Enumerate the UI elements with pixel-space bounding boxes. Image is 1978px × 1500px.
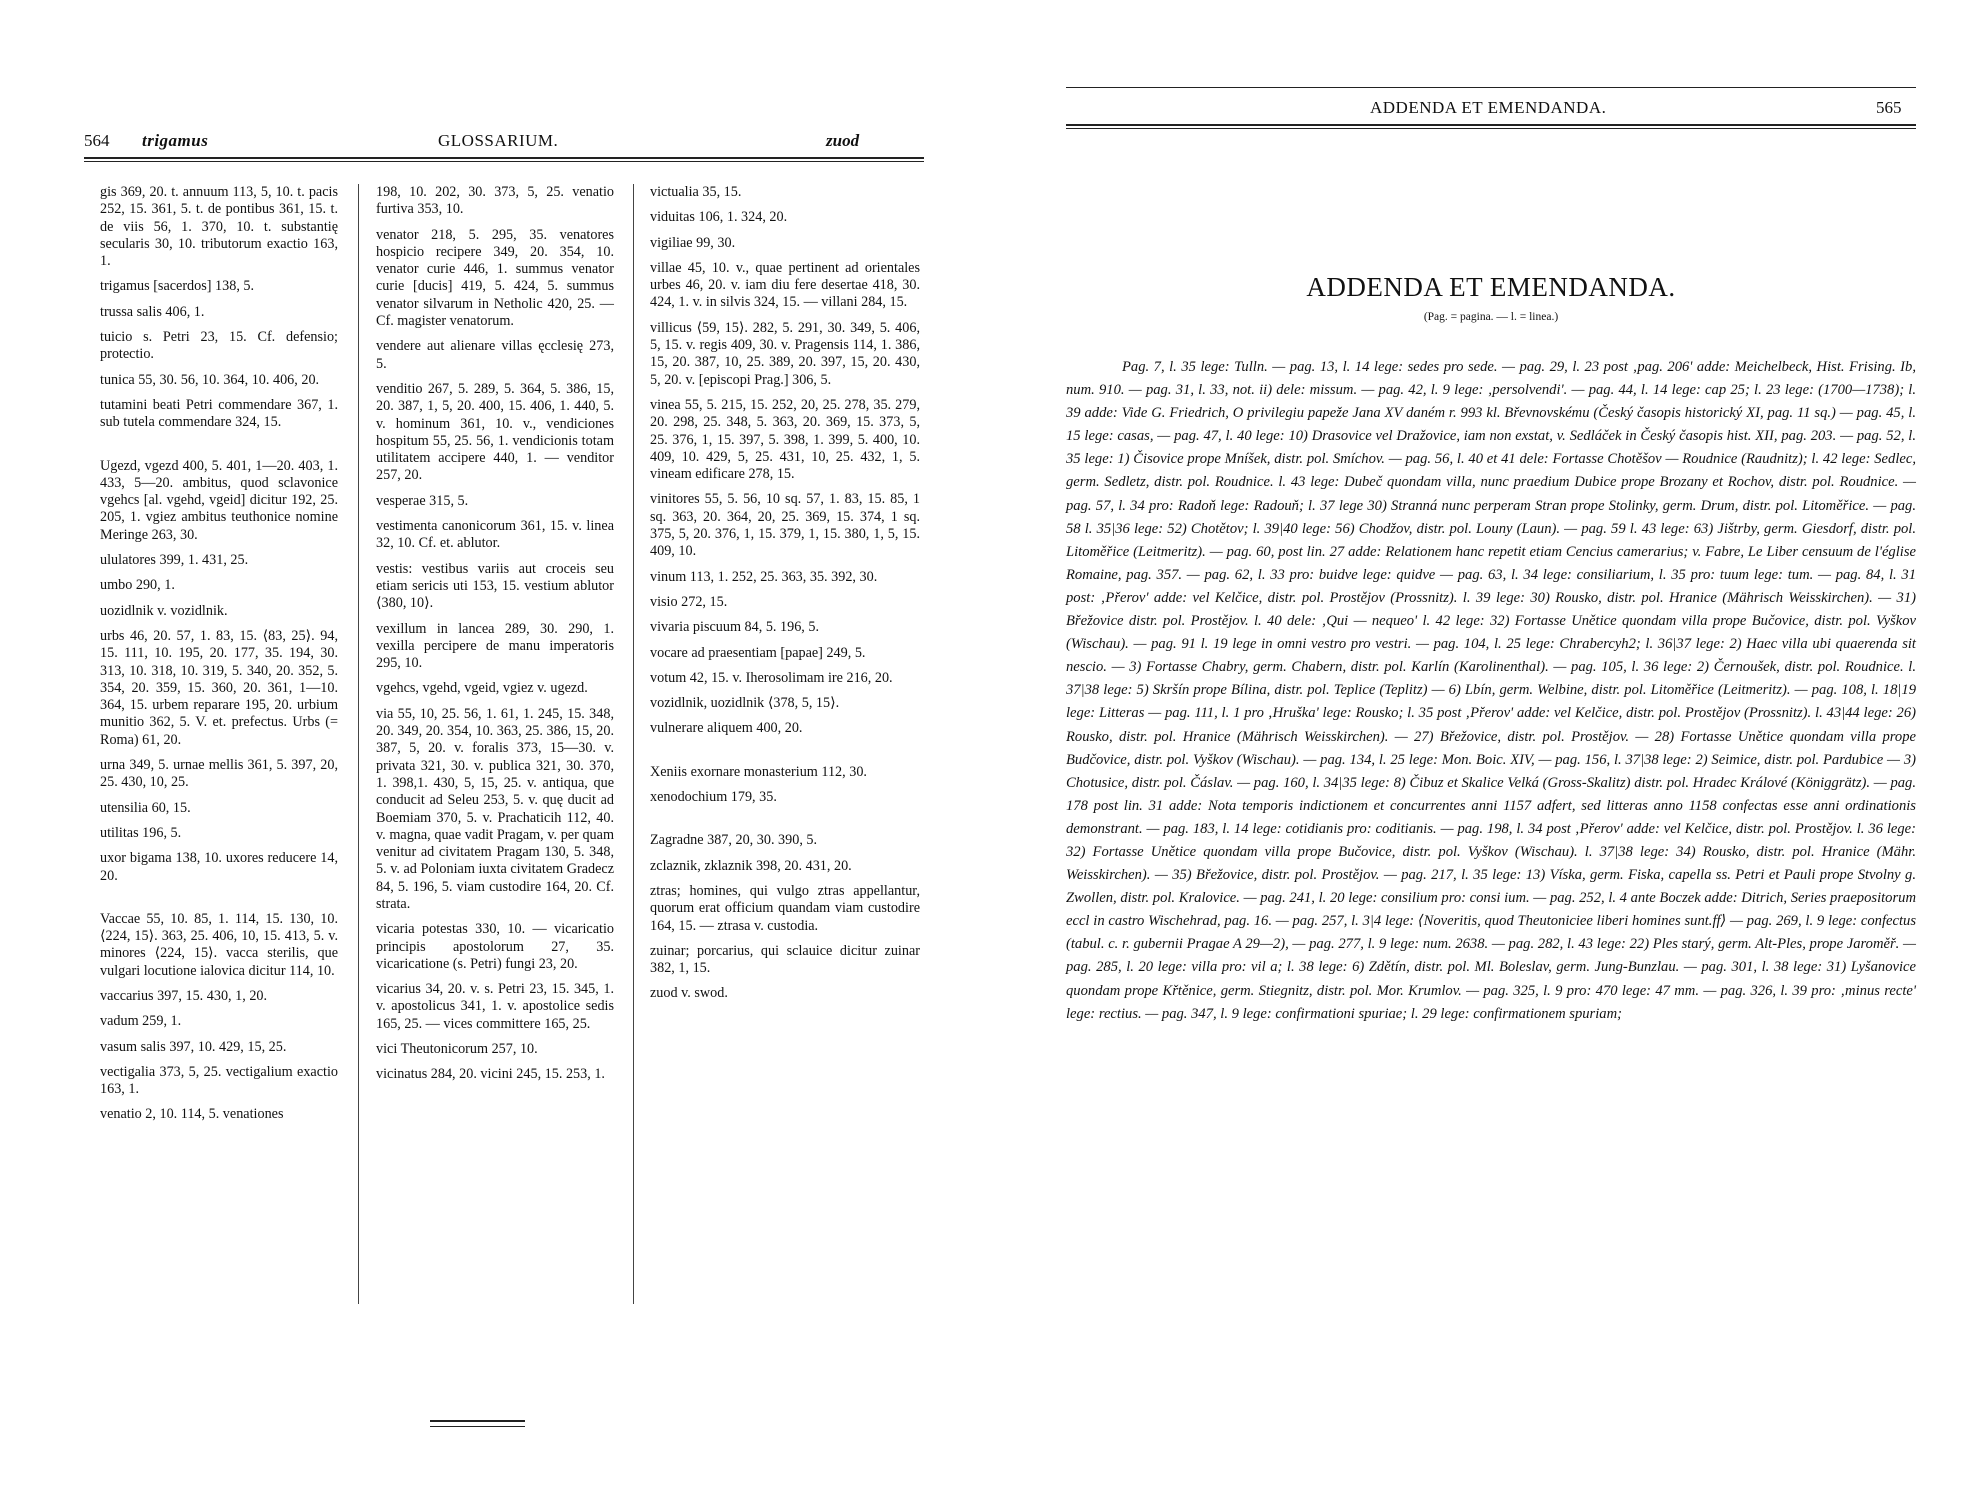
- glossary-entry: vicarius 34, 20. v. s. Petri 23, 15. 345, 1. v. apostolicus 341, 1. v. apostolice sedis 165, 25. — vices committere 165, 25.: [376, 981, 614, 1032]
- glossary-entry: umbo 290, 1.: [100, 577, 175, 594]
- glossary-entry: vgehcs, vgehd, vgeid, vgiez v. ugezd.: [376, 680, 588, 697]
- left-running-head-left: trigamus: [142, 131, 209, 150]
- glossary-entry: uxor bigama 138, 10. uxores reducere 14, 20.: [100, 850, 338, 884]
- glossary-column-1: [100, 184, 338, 1132]
- glossary-entry: vectigalia 373, 5, 25. vectigalium exactio 163, 1.: [100, 1063, 338, 1098]
- glossary-entry: zuod v. swod.: [650, 985, 728, 1002]
- glossary-entry: vici Theutonicorum 257, 10.: [376, 1041, 538, 1058]
- glossary-entry: vasum salis 397, 10. 429, 15, 25.: [100, 1038, 287, 1055]
- right-header-rule: [1066, 124, 1916, 126]
- glossary-entry: vicinatus 284, 20. vicini 245, 15. 253, 1.: [376, 1066, 605, 1083]
- glossary-entry: vigiliae 99, 30.: [650, 234, 736, 251]
- glossary-entry: utilitas 196, 5.: [100, 824, 182, 841]
- glossary-column-2: [376, 184, 614, 1092]
- glossary-entry: vesperae 315, 5.: [376, 492, 469, 509]
- glossary-entry: venditio 267, 5. 289, 5. 364, 5. 386, 15, 20. 387, 1, 5, 20. 400, 15. 406, 1. 440, 5. v. hominum 361, 10. v., vendiciones hospitum 55, 25. 56, 1. vendicionis totam utilitatem accipere 440, 1. — venditor 257, 20.: [376, 380, 614, 484]
- glossary-entry: vinitores 55, 5. 56, 10 sq. 57, 1. 83, 15. 85, 1 sq. 363, 20. 364, 20, 25. 369, 15. 374, 1 sq. 375, 5, 20. 376, 1, 15. 379, 1, 15. 380, 1, 5, 15. 409, 10.: [650, 491, 920, 560]
- left-page-number: 564: [84, 131, 110, 150]
- glossary-entry: Xeniis exornare monasterium 112, 30.: [650, 763, 867, 780]
- left-footer-ornament-rule: [430, 1420, 525, 1422]
- glossary-entry: victualia 35, 15.: [650, 184, 742, 200]
- glossary-entry: venatio 2, 10. 114, 5. venationes: [100, 1106, 284, 1123]
- right-running-title: ADDENDA ET EMENDANDA.: [1370, 98, 1607, 117]
- right-page: [1040, 0, 1978, 1500]
- glossary-entry: xenodochium 179, 35.: [650, 789, 777, 806]
- left-header-rule-thin: [84, 161, 924, 162]
- right-header-rule-thin: [1066, 128, 1916, 129]
- glossary-entry: tuicio s. Petri 23, 15. Cf. defensio; protectio.: [100, 329, 338, 363]
- glossary-entry: vendere aut alienare villas ęcclesię 273, 5.: [376, 338, 614, 372]
- glossary-entry: vinea 55, 5. 215, 15. 252, 20, 25. 278, 35. 279, 20. 298, 25. 348, 5. 363, 20. 369, 15. 373, 5, 25. 376, 1, 15. 397, 5. 398, 1. 399, 5. 400, 10. 409, 10. 429, 5, 25. 431, 10, 25. 432, 1, 5. vineam edificare 278, 15.: [650, 396, 920, 483]
- glossary-entry: gis 369, 20. t. annuum 113, 5, 10. t. pacis 252, 15. 361, 5. t. de pontibus 361, 15. t. de viis 56, 1. 370, 10. t. substantię secularis 30, 10. tributorum exactio 163, 1.: [100, 184, 338, 270]
- glossary-entry: uozidlnik v. vozidlnik.: [100, 602, 228, 619]
- glossary-entry: vadum 259, 1.: [100, 1013, 182, 1030]
- glossary-entry: visio 272, 15.: [650, 593, 728, 610]
- glossary-entry: vicaria potestas 330, 10. — vicaricatio principis apostolorum 27, 35. vicaricatione (s. Petri) fungi 23, 20.: [376, 921, 614, 972]
- column-divider: [633, 184, 634, 1304]
- left-running-head-right: zuod: [826, 131, 860, 150]
- glossary-entry: vestis: vestibus variis aut croceis seu etiam sericis uti 153, 15. vestium ablutor ⟨380, 10⟩.: [376, 560, 614, 612]
- left-footer-ornament-rule-2: [430, 1426, 525, 1427]
- glossary-entry: trussa salis 406, 1.: [100, 303, 205, 320]
- glossary-entry: zclaznik, zklaznik 398, 20. 431, 20.: [650, 857, 852, 874]
- glossary-entry: viduitas 106, 1. 324, 20.: [650, 209, 788, 226]
- glossary-entry: vozidlnik, uozidlnik ⟨378, 5, 15⟩.: [650, 695, 840, 712]
- right-top-rule: [1066, 87, 1916, 88]
- glossary-entry: tunica 55, 30. 56, 10. 364, 10. 406, 20.: [100, 371, 320, 388]
- glossary-entry: ztras; homines, qui vulgo ztras appellantur, quorum erat officium quandam viam custodire 164, 15. — ztrasa v. custodia.: [650, 882, 920, 934]
- glossary-entry: via 55, 10, 25. 56, 1. 61, 1. 245, 15. 348, 20. 349, 20. 354, 10. 363, 25. 386, 15, 20. 387, 5, 20. v. foralis 373, 15—30. v. privata 321, 30. v. publica 321, 30. 370, 1. 398,1. 430, 5, 15, 25. v. antiqua, que conducit ad Seleu 253, 5. v. quę ducit ad Boemiam 370, 5. v. Prachaticih 112, 40. v. magna, quae vadit Pragam, v. per quam venitur ad civitatem Pragam 130, 5. 348, 5. v. ad Poloniam iuxta civitatem Gradecz 84, 5. 196, 5. viam custodire 164, 20. Cf. strata.: [376, 705, 614, 912]
- glossary-column-3: [650, 184, 920, 1011]
- glossary-entry: 198, 10. 202, 30. 373, 5, 25. venatio furtiva 353, 10.: [376, 184, 614, 218]
- glossary-entry: urbs 46, 20. 57, 1. 83, 15. ⟨83, 25⟩. 94, 15. 111, 10. 195, 20. 177, 35. 194, 30. 313, 10. 318, 10. 319, 5. 340, 20. 352, 5. 354, 20. 359, 15. 360, 20. 361, 1—10. 364, 15. urbem reparare 195, 20. urbium munitio 362, 5. V. et. prefectus. Urbs (= Roma) 61, 20.: [100, 627, 338, 748]
- glossary-entry: tutamini beati Petri commendare 367, 1. sub tutela commendare 324, 15.: [100, 396, 338, 431]
- column-divider: [358, 184, 359, 1304]
- glossary-entry: vaccarius 397, 15. 430, 1, 20.: [100, 987, 268, 1004]
- glossary-entry: vestimenta canonicorum 361, 15. v. linea 32, 10. Cf. et. ablutor.: [376, 518, 614, 552]
- glossary-entry: zuinar; porcarius, qui sclauice dicitur zuinar 382, 1, 15.: [650, 942, 920, 977]
- glossary-entry: urna 349, 5. urnae mellis 361, 5. 397, 20, 25. 430, 10, 25.: [100, 757, 338, 791]
- glossary-entry: votum 42, 15. v. Iherosolimam ire 216, 20.: [650, 669, 893, 686]
- glossary-entry: venator 218, 5. 295, 35. venatores hospicio recipere 349, 20. 354, 10. venator curie 446, 1. summus venator curie [ducis] 419, 5. 424, 5. summus venator silvarum in Netholic 420, 25. — Cf. magister venatorum.: [376, 226, 614, 330]
- glossary-entry: villicus ⟨59, 15⟩. 282, 5. 291, 30. 349, 5. 406, 5, 15. v. regis 409, 30. v. Pragensis 114, 1. 386, 15, 20. 387, 10, 25. 389, 20. 397, 15, 20. 430, 5, 20. v. [episcopi Prag.] 306, 5.: [650, 319, 920, 388]
- glossary-entry: utensilia 60, 15.: [100, 799, 191, 816]
- addenda-body: Pag. 7, l. 35 lege: Tulln. — pag. 13, l. 14 lege: sedes pro sede. — pag. 29, l. 23 post ‚pag. 206' adde: Meichelbeck, Hist. Frising. Ib, num. 910. — pag. 31, l. 33, not. ii) dele: missum. — pag. 42, l. 9 lege: ‚persolvendi'. — pag. 44, l. 14 lege: cap 25; l. 23 lege: (1700—1738); l. 39 adde: Vide G. Friedrich, O privilegiu papeže Jana XV daném r. 993 kl. Břevnovskému (Český časopis historický XI, pag. 11 sq.) — pag. 45, l. 15 lege: casas, — pag. 47, l. 40 lege: 10) Drasovice vel Dražovice, iam non exstat, v. Sedláček in Český časopis hist. XII, pag. 203. — pag. 52, l. 35 lege: 1) Čisovice prope Mníšek, distr. pol. Smíchov. — pag. 56, l. 40 et 41 dele: Fortasse Chotěšov — Roudnice (Raudnitz); l. 42 lege: Sedlec, germ. Sedletz, distr. pol. Roudnice. l. 43 lege: Dubeč quondam villa, nunc praedium Dubice prope Brozany et Rochov, distr. pol. Roudnice. — pag. 57, l. 34 pro: Radoň lege: Radouň; l. 37 lege 30) Stranná nunc perperam Stran prope Stolinky, germ. Drum, distr. pol. Litoměřice. — pag. 58 l. 35|36 lege: 52) Chotětov; l. 39|40 lege: 56) Chodžov, distr. pol. Louny (Laun). — pag. 59 l. 43 lege: 63) Jištrby, germ. Giesdorf, distr. pol. Litoměřice (Leitmeritz). — pag. 60, post lin. 27 adde: Relationem hanc repetit etiam Cencius camerarius; v. Fabre, Le Liber censuum de l'église Romaine, pag. 357. — pag. 62, l. 33 pro: buidve lege: quidve — pag. 63, l. 34 lege: consiliarium, l. 35 pro: tuum lege: tum. — pag. 84, l. 31 post: ‚Přerov' adde: vel Kelčice, distr. pol. Prostějov (Prossnitz). l. 39 lege: 30) Rousko, distr. pol. Hranice (Mährisch Weisskirchen). — 31) Břežovice distr. pol. Prostějov. l. 40 dele: ‚Qui — nequeo' l. 42 lege: 32) Fortasse Unětice quondam villa prope Bučovice, distr. pol. Vyškov (Wischau). — pag. 91 l. 19 lege in omni vestro pro vestri. — pag. 104, l. 25 lege: Chrabercyh2; l. 36|37 lege: 2) Haec villa ubi quaerenda sit nescio. — 3) Fortasse Chabry, germ. Chabern, distr. pol. Karlín (Karolinenthal). — pag. 105, l. 36 lege: 2) Černoušek, distr. pol. Roudnice. l. 37|38 lege: 5) Skršín prope Bílina, distr. pol. Teplice (Teplitz) — 6) Lbín, germ. Welbine, distr. pol. Litoměřice (Leitmeritz). — pag. 108, l. 18|19 lege: Litteras — pag. 111, l. 1 pro ‚Hruška' lege: Rousko; l. 35 post ‚Přerov' adde: vel Kelčice, distr. pol. Prostějov (Prossnitz). l. 43|44 lege: 26) Rousko, distr. pol. Hranice (Mährisch Weisskirchen). — 27) Břežovice, distr. pol. Prostějov. — 28) Fortasse Unětice quondam villa prope Budčovice, distr. pol. Vyškov (Wischau). — pag. 134, l. 25 lege: Mon. Boic. XIV, — pag. 156, l. 37|38 lege: 2) Seimice, distr. pol. Pardubice — 3) Chotusice, distr. pol. Čáslav. — pag. 160, l. 34|35 lege: 8) Čibuz et Skalice Velká (Gross-Skalitz) distr. pol. Hradec Králové (Königgrätz). — pag. 178 post lin. 31 adde: Nota temporis indictionem et concurrentes anni 1157 adfert, sed litteras anno 1158 confectas esse anni ordinationis demonstrant. — pag. 183, l. 14 lege: cotidianis pro: coditianis. — pag. 198, l. 34 post ‚Přerov' adde: vel Kelčice, distr. pol. Prostějov. l. 36 lege: 32) Fortasse Unětice quondam villa prope Bučovice, distr. pol. Vyškov (Wischau). l. 37|38 lege: 34) Rousko, distr. pol. Hranice (Mähr. Weisskirchen). — 35) Břežovice, distr. pol. Prostějov. — pag. 217, l. 35 lege: 13) Víska, germ. Fiska, capella ss. Petri et Pauli prope Stvolny g. Zwollen, distr. pol. Kralovice. — pag. 241, l. 20 lege: consilium pro: consi ium. — pag. 252, l. 4 ante Boczek adde: Ditrich, Series praepositorum eccl in castro Wischehrad, pag. 16. — pag. 257, l. 3|4 lege: ⟨Noveritis, quod Theutoniciee liberi homines sunt.ff⟩ — pag. 269, l. 9 lege: confectus (tabul. c. r. gubernii Pragae A 29—2), — pag. 277, l. 9 lege: num. 2638. — pag. 282, l. 43 lege: 22) Ples starý, germ. Alt-Ples, prope Jaroměř. — pag. 285, l. 20 lege: villa pro: vil a; l. 38 lege: 6) Zdětín, distr. pol. Ml. Boleslav, germ. Jung-Bunzlau. — pag. 301, l. 38 lege: 31) Lyšanovice quondam prope Křtěnice, germ. Stiegnitz, distr. pol. Mor. Krumlov. — pag. 325, l. 9 pro: 470 lege: 47 mm. — pag. 326, l. 39 pro: ‚minus recte' lege: rectius. — pag. 347, l. 9 lege: confirmationi spuriae; l. 29 lege: confirmationem spuriam;: [1066, 359, 1916, 1022]
- glossary-entry: vocare ad praesentiam [papae] 249, 5.: [650, 644, 866, 661]
- glossary-entry: vinum 113, 1. 252, 25. 363, 35. 392, 30.: [650, 568, 878, 585]
- glossary-entry: vivaria piscuum 84, 5. 196, 5.: [650, 619, 820, 636]
- glossary-entry: Zagradne 387, 20, 30. 390, 5.: [650, 832, 818, 849]
- glossary-entry: trigamus [sacerdos] 138, 5.: [100, 278, 255, 295]
- glossary-entry: villae 45, 10. v., quae pertinent ad orientales urbes 46, 20. v. iam diu fere desertae 418, 30. 424, 1. v. in silvis 324, 15. — villani 284, 15.: [650, 259, 920, 311]
- addenda-title: ADDENDA ET EMENDANDA.: [1306, 272, 1676, 302]
- addenda-subtitle: (Pag. = pagina. — l. = linea.): [1423, 311, 1559, 323]
- right-page-number: 565: [1876, 98, 1902, 117]
- left-header-rule: [84, 157, 924, 159]
- left-running-head-center: GLOSSARIUM.: [438, 131, 559, 150]
- glossary-entry: Vaccae 55, 10. 85, 1. 114, 15. 130, 10. ⟨224, 15⟩. 363, 25. 406, 10, 15. 413, 5. v. minores ⟨224, 15⟩. vacca sterilis, que vulgari locutione ialovica dicitur 114, 10.: [100, 910, 338, 979]
- glossary-entry: ululatores 399, 1. 431, 25.: [100, 552, 249, 569]
- glossary-entry: vulnerare aliquem 400, 20.: [650, 720, 803, 737]
- glossary-entry: vexillum in lancea 289, 30. 290, 1. vexilla percipere de manu imperatoris 295, 10.: [376, 620, 614, 672]
- glossary-entry: Ugezd, vgezd 400, 5. 401, 1—20. 403, 1. 433, 5—20. ambitus, quod sclavonice vgehcs [al. vgehd, vgeid] dicitur 192, 25. 205, 1. vgiez ambitus teuthonice nomine Meringe 263, 30.: [100, 457, 338, 543]
